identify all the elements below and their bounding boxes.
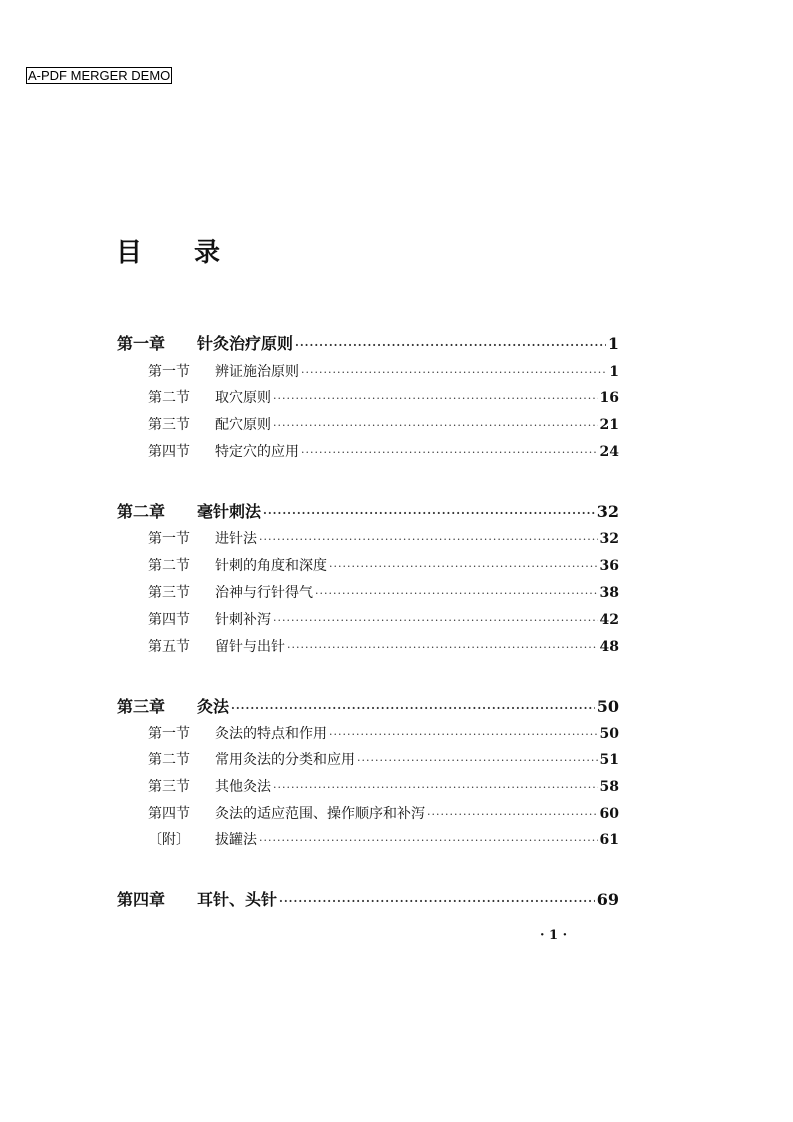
section-entry[interactable] (148, 414, 619, 434)
dot-leader (287, 641, 598, 654)
section-entry[interactable] (148, 803, 619, 823)
section-entry-page: 1 (609, 364, 619, 380)
section-entry-page: 32 (599, 531, 619, 547)
section-entry-label: 第三节 (148, 585, 190, 601)
dot-leader (273, 392, 598, 405)
chapter-entry-label: 第三章 (117, 697, 166, 716)
section-entry-label: 〔附〕 (148, 832, 190, 848)
section-entry-page: 48 (599, 639, 619, 655)
dot-leader (301, 366, 607, 379)
dot-leader (301, 446, 598, 459)
section-entry-label: 第四节 (148, 612, 190, 628)
dot-leader (231, 702, 595, 715)
chapter-entry-page: 32 (596, 502, 619, 521)
section-entry[interactable] (148, 776, 619, 796)
section-entry-label: 第四节 (148, 444, 190, 460)
dot-leader (273, 419, 598, 432)
section-entry-title: 拔罐法 (215, 832, 257, 848)
section-entry[interactable] (148, 387, 619, 407)
section-entry[interactable] (148, 829, 619, 849)
section-entry-title: 治神与行针得气 (215, 585, 313, 601)
section-entry[interactable] (148, 723, 619, 743)
section-entry[interactable] (148, 555, 619, 575)
section-entry-title: 配穴原则 (215, 417, 271, 433)
dot-leader (259, 834, 598, 847)
page-number: · 1 · (540, 928, 568, 943)
chapter-entry-title: 灸法 (197, 697, 230, 716)
section-entry-title: 针刺的角度和深度 (215, 558, 327, 574)
section-entry-title: 灸法的特点和作用 (215, 726, 327, 742)
section-entry-label: 第五节 (148, 639, 190, 655)
section-entry-page: 21 (599, 417, 619, 433)
section-entry-title: 留针与出针 (215, 639, 285, 655)
chapter-entry-label: 第四章 (117, 890, 166, 909)
section-entry-page: 16 (599, 390, 619, 406)
section-entry-page: 60 (599, 806, 619, 822)
chapter-entry-title: 毫针刺法 (197, 502, 262, 521)
section-entry-page: 51 (599, 752, 619, 768)
dot-leader (273, 614, 598, 627)
watermark: A-PDF MERGER DEMO (28, 68, 171, 83)
dot-leader (329, 560, 598, 573)
chapter-entry[interactable] (117, 694, 619, 717)
section-entry-title: 特定穴的应用 (215, 444, 299, 460)
chapter-entry-page: 50 (596, 697, 619, 716)
section-entry-label: 第一节 (148, 531, 190, 547)
dot-leader (279, 895, 595, 908)
chapter-entry[interactable] (117, 499, 619, 522)
dot-leader (357, 754, 598, 767)
section-entry[interactable] (148, 582, 619, 602)
section-entry[interactable] (148, 609, 619, 629)
section-entry-label: 第二节 (148, 390, 190, 406)
dot-leader (427, 808, 598, 821)
section-entry-label: 第二节 (148, 558, 190, 574)
chapter-entry-title: 针灸治疗原则 (197, 334, 294, 353)
section-entry-title: 针刺补泻 (215, 612, 271, 628)
section-entry-title: 进针法 (215, 531, 257, 547)
section-entry-label: 第一节 (148, 364, 190, 380)
chapter-entry-label: 第二章 (117, 502, 166, 521)
section-entry[interactable] (148, 636, 619, 656)
section-entry-label: 第三节 (148, 417, 190, 433)
section-entry-page: 61 (599, 832, 619, 848)
section-entry-title: 辨证施治原则 (215, 364, 299, 380)
chapter-entry-page: 69 (596, 890, 619, 909)
chapter-entry[interactable] (117, 331, 619, 354)
section-entry-page: 38 (599, 585, 619, 601)
section-entry[interactable] (148, 749, 619, 769)
dot-leader (273, 781, 598, 794)
page-title: 目录 (116, 238, 273, 268)
section-entry[interactable] (148, 528, 619, 548)
section-entry-page: 24 (599, 444, 619, 460)
dot-leader (329, 728, 598, 741)
chapter-entry-label: 第一章 (117, 334, 166, 353)
section-entry-page: 50 (599, 726, 619, 742)
chapter-entry[interactable] (117, 887, 619, 910)
section-entry-label: 第一节 (148, 726, 190, 742)
dot-leader (259, 533, 598, 546)
section-entry-page: 36 (599, 558, 619, 574)
chapter-entry-title: 耳针、头针 (197, 890, 278, 909)
section-entry-title: 灸法的适应范围、操作顺序和补泻 (215, 806, 425, 822)
section-entry-label: 第二节 (148, 752, 190, 768)
dot-leader (295, 339, 606, 352)
section-entry-title: 其他灸法 (215, 779, 271, 795)
section-entry-title: 常用灸法的分类和应用 (215, 752, 355, 768)
section-entry-title: 取穴原则 (215, 390, 271, 406)
section-entry-label: 第四节 (148, 806, 190, 822)
chapter-entry-page: 1 (607, 334, 619, 353)
dot-leader (263, 507, 595, 520)
dot-leader (315, 587, 598, 600)
section-entry-label: 第三节 (148, 779, 190, 795)
section-entry[interactable] (148, 361, 619, 381)
section-entry-page: 58 (599, 779, 619, 795)
section-entry[interactable] (148, 441, 619, 461)
section-entry-page: 42 (599, 612, 619, 628)
